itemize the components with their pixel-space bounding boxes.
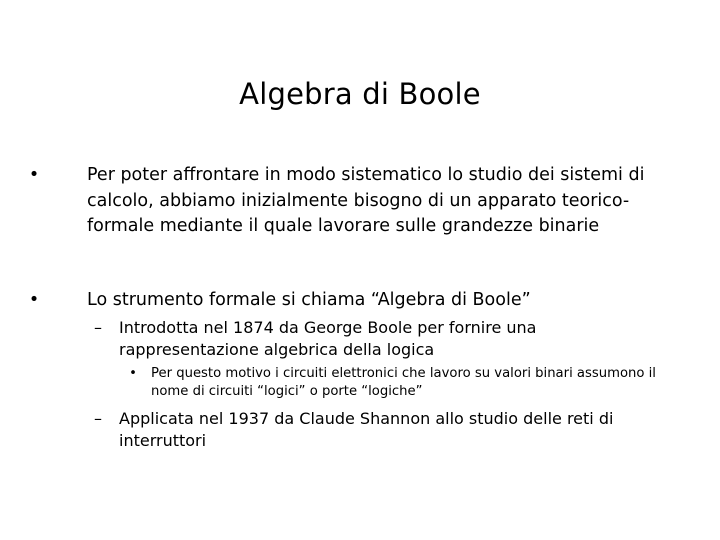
bullet-icon: • [129,366,137,381]
bullet-icon: • [28,165,40,185]
slide-title: Algebra di Boole [239,77,481,111]
sub-sub-point-1 [151,365,671,401]
dash-icon: – [94,318,102,337]
dash-icon: – [94,409,102,428]
bullet-point-text: Lo strumento formale si chiama “Algebra di Boole” [87,290,531,310]
bullet-point-2 [87,288,687,314]
sub-sub-point-text: Per questo motivo i circuiti elettronici che lavoro su valori binari assumono il nome di circuiti “logici” o porte “logiche” [151,366,656,399]
sub-point-1 [119,317,639,361]
sub-point-text: Introdotta nel 1874 da George Boole per fornire una rappresentazione algebrica della logica [119,318,537,359]
bullet-point-1 [87,163,687,240]
bullet-point-text: Per poter affrontare in modo sistematico lo studio dei sistemi di calcolo, abbiamo inizialmente bisogno di un apparato teorico-formale mediante il quale lavorare sulle grandezze binarie [87,165,645,236]
sub-point-2 [119,408,679,452]
bullet-icon: • [28,290,40,310]
sub-point-text: Applicata nel 1937 da Claude Shannon allo studio delle reti di interruttori [119,409,614,450]
